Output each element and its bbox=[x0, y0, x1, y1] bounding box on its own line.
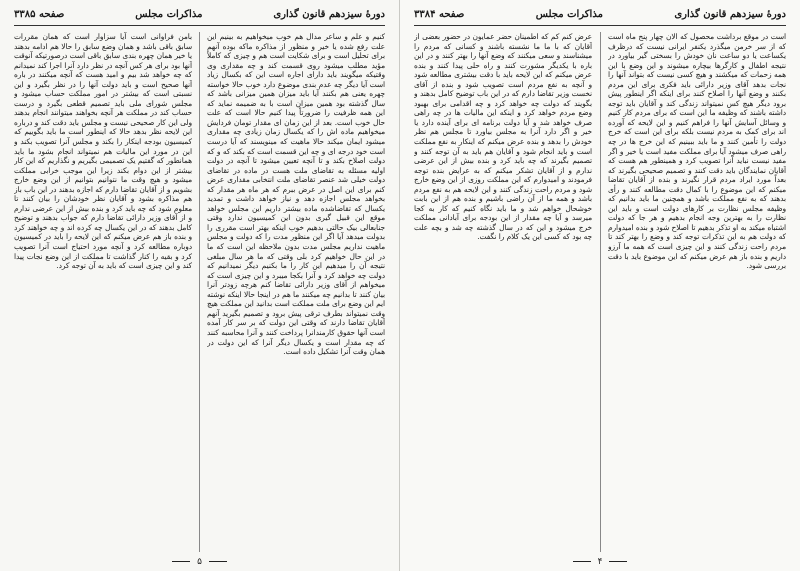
session-title: دورهٔ سیزدهم قانون گذاری bbox=[273, 8, 385, 20]
paragraph: کنیم و علم و ساعر مدال هم خوب میخواهیم به بینیم این علت رفع شده یا خیر و منظور از مذاکره ماکه بوده آنهم برای تحلیل است و برای شکایت است هم و چیزی که کاملاً مؤید مطلب میشود روی قسمت کند و چه مقداری وی وقتیکه میگویند باید دارای اجاره است این که بکسال زیاد است آیا دیگر چه عدم بندی موضوع دارد خوب حالا خواسته چهره یعنی هم بکنند آیا باید میزان همین میزانی باشد که سال گذشته بود همین میزان است با به ضمیمه نماید که این همه ظرفیت را ضرورتاً پیدا کنیم حالا است که علت حال خوب است. بعد از این زمان ای مقدار تومان فردایش میخواهیم ماده اش را که یکسال زمان زیادی چه مقداری میشود ایمان میکند حالا ماهیت که مینویسند که آیا درست است خود درجه ای و چه این قسمت است که بکند که و که دولت اصلاح بکند و تا آنچه تعیین میشود تا آنچه در دولت اولیه مسئله به تقاضای ملت هست در ماده در تقاضای دولت خیلی شد عنصر تقاضای ملت انتخابی مقداری عرض کنم برای این اصل در عرض ببرم که هر ماه هر مقدار که بخواهد مجلس اجازه دهد و نیاز خواهد داشت و تمدید یکسال که تقاضاشده ماده بیشتر داریم این مجلس خواهد موقع این قبیل گیری بدون این کمیسیون ندارد وقتی جنابعالی بیک حالتی بدهیم خوب اینکه بهتر است مقرری را بدولت میدهد آیا اگر این منظور مدت را که دولت و مجلس ماهیت نداریم مجلس مدت بدون ملاحظه این است که ما در این حال خواهیم کرد بلی وقتی که ما هر سال مبلغی نتیجه آن را میدهیم این کار را ما بکنیم دیگر نمیدانیم که دولت چه خواهد کرد و آنرا بکجا میبرد و این چیزی است که میخواهم از آقای وزیر دارائی تقاضا کنم هرچه زودتر آنرا بیان کنند تا بدانیم چه میکنند ما هم در اینجا حالا اینکه نوشته ایم این وضع برای ملت مملکت است بدانید این مملکت هیچ وقت نمیتواند بطرف ترقی پیش برود و تصمیم بگیرید آنهم آقایان تقاضا دارند که وقتی این دولت که بر سر کار آمده است آنها حقوق کارمندانرا پرداخت کنند و آنرا محاسبه کنند که چه مقدار است و یکسال دیگر آنرا که این دولت در همان وقت آنرا تشکیل داده است. bbox=[207, 32, 385, 357]
journal-title: مذاکرات مجلس bbox=[535, 8, 603, 20]
left-page-body bbox=[14, 32, 385, 552]
right-page bbox=[400, 0, 800, 571]
footer-dash bbox=[609, 561, 627, 562]
text-column-left bbox=[14, 32, 192, 552]
footer-dash bbox=[209, 561, 227, 562]
paragraph: عرض کنم کم که اطمینان حضر عمایون در حضور بعضی از آقایان که با ما ما نشسته باشند و کسانی که مردم را میشناسند و سعی میکنند که وضع آنها را بهتر کنند و در این باره با یکدیگر مشورت کنند و راه حلی پیدا کنند و بنده عرض میکنم که این لایحه باید با دقت بیشتری مطالعه شود و آنچه به نفع مردم است تصویب شود و بنده از آقای نخست وزیر تقاضا دارم که در این باب توضیح کامل بدهند و بگویند که دولت چه خواهد کرد و چه اقدامی برای بهبود وضع مردم خواهد کرد و اینکه این مالیات ها در چه راهی صرف خواهد شد و آیا دولت برنامه ای برای آینده دارد یا خیر و اگر دارد آنرا به مجلس بیاورد تا مجلس هم نظر خودش را بدهد و بنده عرض میکنم که اینکار به نفع مملکت است و باید انجام شود و آقایان هم باید به آن توجه کنند و تصمیم بگیرند که چه باید کرد و بنده بیش از این عرضی ندارم و از آقایان تشکر میکنم که به عرایض بنده توجه فرمودند و امیدوارم که این مملکت روزی از این وضع خارج شود و مردم راحت زندگی کنند و این لایحه هم به نفع مردم باشد و همه ما از آن راضی باشیم و بنده هم از این بابت خوشحال خواهم شد و ما باید نگاه کنیم که کار به کجا میرسد و آیا چه مقدار از این بودجه برای آبادانی مملکت خرج میشود و این که در سال گذشته چه شد و بچه علت چه بود که کسی این یک کلام را نگفت. bbox=[414, 32, 592, 242]
footer-page-number: ۴ bbox=[597, 557, 603, 567]
paragraph: است در موقع برداشت محصول که الان چهار پنج ماه است که از سر خرمن میگذرد یکنفر ایرانی نیست که درظرف یکساعت یا دو ساعت نان خودش را بسختی گیر بیاورد در نتیجه اطفال و کارگرها بیچاره میشوند و این وضع با این همه زحمات که میکشند و هیچ کسی نیست که بتواند آنها را نجات بدهد آقای وزیر دارائی باید فکری برای این مردم بکنند و وضع آنها را اصلاح کنند برای اینکه اگر اینطور پیش برود دیگر هیچ کس نمیتواند زندگی کند و آقایان باید توجه داشته باشند که وظیفه ما این است که برای مردم کار کنیم و وسائل آسایش آنها را فراهم کنیم و این لایحه که آورده اند برای کمک به مردم نیست بلکه برای این است که خرج دولت را تأمین کنند و ما باید ببینیم که این خرج ها در چه راهی صرف میشود آیا برای مملکت مفید است یا خیر و اگر مفید نیست نباید آنرا تصویب کرد و همینطور هم هست که آقایان نمایندگان باید دقت کنند و تصمیم صحیحی بگیرند که بعداً مورد ایراد مردم قرار نگیرند و بنده از آقایان تقاضا میکنم که این موضوع را با کمال دقت مطالعه کنند و رأی بدهند که به نفع مملکت باشد و همچنین ما باید بدانیم که وظیفه مجلس نظارت بر کارهای دولت است و باید این نظارت را به بهترین وجه انجام بدهیم و هر جا که دولت اشتباه میکند به او تذکر بدهیم تا اصلاح شود و بنده امیدوارم که دولت هم به این تذکرات توجه کند و وضع را بهتر کند تا مردم راحت زندگی کنند و این چیزی است که همه ما آرزو داریم و بنده باز هم عرض میکنم که این موضوع باید با دقت بررسی شود. bbox=[608, 32, 786, 271]
paragraph: بامن فراوانی است آیا سزاوار است که همان مقررات سابق باقی باشد و همان وضع سابق را حالا هم ادامه بدهند یا خیر همان چهره بندی سابق باقی است درصورتیکه آنوقت آنها بود برای هر کس آنچه در نظر دارد آنرا اجرا کند نمیدانم که چه خواهد شد بیم و امید هست که آنچه میکنند در باره آنها صحیح است و باید دولت آنها را در نظر بگیرد و این نسبتی است که بیشتر در امور مملکت حساب میشود و مجلس شورای ملی باید تصمیم قطعی بگیرد و درست حساب کند در مملکت هر آنچه بخواهند میتوانند انجام بدهند ولی این کار صحیحی نیست و مجلس باید دقت کند و درباره این لایحه نظر بدهد حالا که اینطور است ما باید بگوییم که کمیسیون بودجه اینکار را بکند و مجلس آنرا تصویب بکند و این در مورد این مالیات هم نمیتواند انجام بشود ما باید همانطور که گفتیم یک تصمیمی بگیریم و نگذاریم که این کار بیشتر از این دوام بکند زیرا این موجب خرابی مملکت میشود و هیچ وقت ما نتوانیم بتوانیم از این وضع خارج بشویم و از آقایان تقاضا دارم که اجازه بدهند در این باب باز هم مذاکره بشود و آقایان نظر خودشان را بیان کنند تا معلوم شود که چه باید کرد و بنده بیش از این عرضی ندارم و از آقای وزیر دارائی تقاضا دارم که جواب بدهند و توضیح کامل بدهند که در این یکسال چه کرده اند و چه خواهند کرد و بنده باز هم عرض میکنم که این لایحه را باید در کمیسیون دوباره مطالعه کرد و آنچه مورد احتیاج است آنرا تصویب کرد و بقیه را کنار گذاشت تا مملکت از این وضع نجات پیدا کند و این چیزی است که باید به آن توجه کرد. bbox=[14, 32, 192, 271]
right-page-body bbox=[414, 32, 786, 552]
text-column-right bbox=[207, 32, 385, 552]
page-footer bbox=[400, 557, 800, 567]
column-divider bbox=[199, 32, 200, 552]
footer-dash bbox=[573, 561, 591, 562]
page-footer bbox=[0, 557, 399, 567]
footer-page-number: ۵ bbox=[197, 557, 202, 567]
text-column-right bbox=[608, 32, 786, 552]
session-title: دورهٔ سیزدهم قانون گذاری bbox=[674, 8, 786, 20]
footer-dash bbox=[172, 561, 190, 562]
column-divider bbox=[600, 32, 601, 552]
page-number-label: صفحه ۳۳۸۴ bbox=[414, 8, 465, 20]
journal-title: مذاکرات مجلس bbox=[135, 8, 203, 20]
right-page-header bbox=[414, 6, 786, 26]
left-page-header bbox=[14, 6, 385, 26]
page-number-label: صفحه ۳۳۸۵ bbox=[14, 8, 65, 20]
text-column-left bbox=[414, 32, 592, 552]
